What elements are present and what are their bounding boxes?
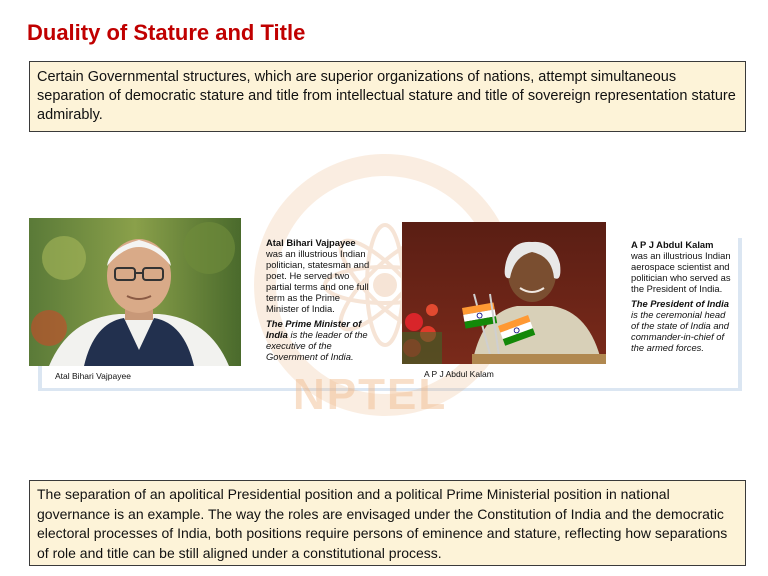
pm-role-title: The Prime Minister of India xyxy=(266,318,362,340)
vajpayee-photo xyxy=(29,218,241,366)
watermark-text: NPTEL xyxy=(293,370,448,419)
kalam-bio-name: A P J Abdul Kalam xyxy=(631,239,714,250)
vajpayee-bio-text: was an illustrious Indian politician, statesman and poet. He served two partial terms and one full term as the Prime Minister of India. xyxy=(266,248,370,314)
frame-decoration-right xyxy=(738,238,742,390)
president-role-title: The President of India xyxy=(631,298,729,309)
closing-text-box: The separation of an apolitical Presidential position and a political Prime Ministerial position in national governance is an example. The way the roles are envisaged under the Constitution of India and the democratic electoral processes of India, both positions require persons of eminence and stature, reflecting how separations of role and title can be still aligned under a constitutional process. xyxy=(29,480,746,566)
president-role-text: is the ceremonial head of the state of India and commander-in-chief of the armed forces. xyxy=(631,309,729,353)
pm-role-text: is the leader of the executive of the Government of India. xyxy=(266,329,368,362)
kalam-caption: A P J Abdul Kalam xyxy=(424,369,494,379)
kalam-bio xyxy=(631,239,735,357)
vajpayee-bio xyxy=(266,237,370,366)
slide-title: Duality of Stature and Title xyxy=(27,20,306,45)
kalam-bio-text: was an illustrious Indian aerospace scientist and politician who served as the President of India. xyxy=(631,250,731,294)
vajpayee-bio-name: Atal Bihari Vajpayee xyxy=(266,237,356,248)
vajpayee-caption: Atal Bihari Vajpayee xyxy=(55,371,131,381)
intro-text-box: Certain Governmental structures, which are superior organizations of nations, attempt simultaneous separation of democratic stature and title from intellectual stature and title of sovereign representation stature admirably. xyxy=(29,61,746,132)
kalam-photo xyxy=(402,222,606,364)
